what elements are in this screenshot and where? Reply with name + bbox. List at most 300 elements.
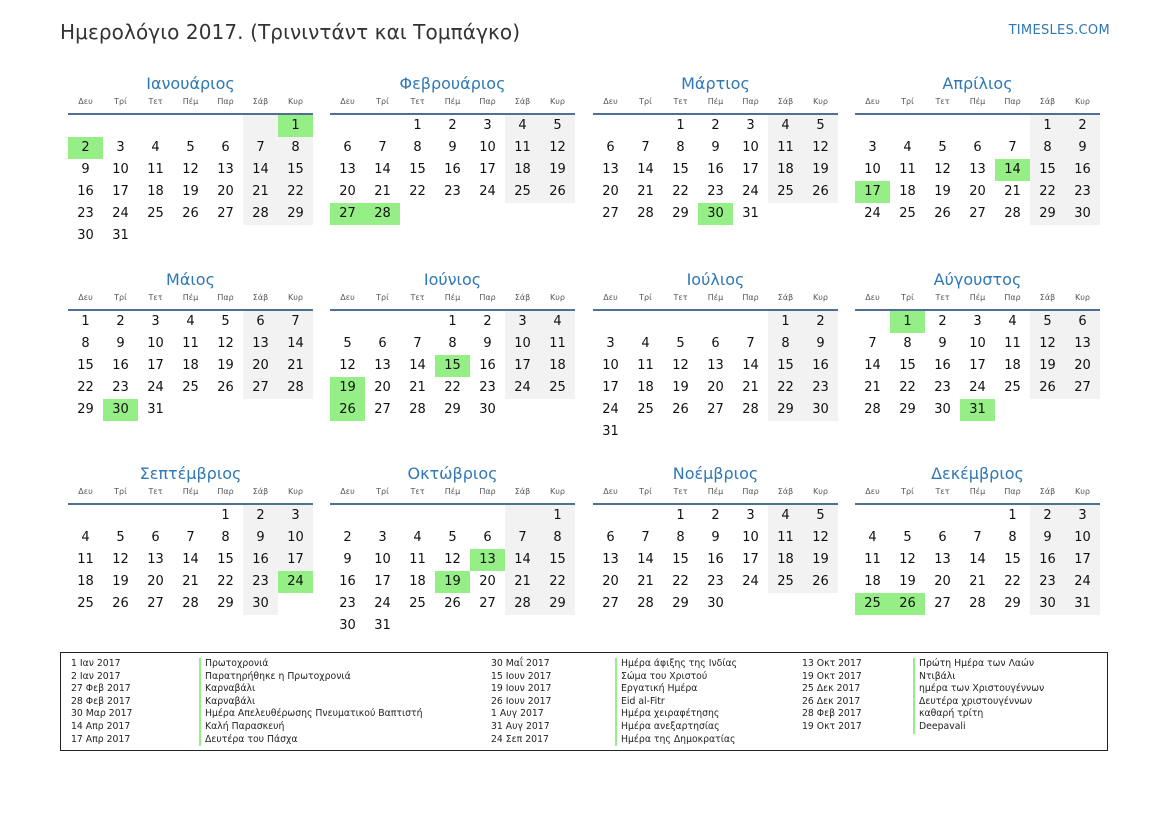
day-cell: 27 <box>147 596 164 611</box>
weekday-label: Τρί <box>639 487 652 496</box>
holiday-date: 26 Δεκ 2017 <box>802 695 861 707</box>
weekday-label: Πέμ <box>444 487 461 496</box>
day-cell: 18 <box>637 380 654 395</box>
holiday-name: Δευτέρα χριστουγέννων <box>913 696 1032 709</box>
day-cell: 3 <box>116 140 125 155</box>
legend-row <box>491 658 737 671</box>
day-cell: 8 <box>448 336 457 351</box>
holiday-name: Παρατηρήθηκε η Πρωτοχρονιά <box>199 671 351 684</box>
day-cell: 20 <box>969 184 986 199</box>
holiday-name: Σώμα του Χριστού <box>615 671 707 684</box>
weekday-label: Παρ <box>1004 487 1021 496</box>
day-cell: 26 <box>1030 377 1065 399</box>
day-cell: 5 <box>448 530 457 545</box>
day-cell: 5 <box>540 115 575 137</box>
empty-day-cell <box>330 505 365 527</box>
day-cell: 5 <box>938 140 947 155</box>
legend-row <box>71 671 423 684</box>
day-cell: 21 <box>243 181 278 203</box>
empty-day-cell <box>768 203 803 225</box>
empty-day-cell <box>1065 399 1100 421</box>
weekday-label: Δευ <box>340 293 355 302</box>
holiday-name: Ημέρα της Δημοκρατίας <box>615 734 736 747</box>
empty-day-cell <box>365 311 400 333</box>
day-cell: 30 <box>243 593 278 615</box>
day-cell: 13 <box>217 162 234 177</box>
holiday-date: 30 Μαρ 2017 <box>71 708 133 720</box>
day-cell: 18 <box>899 184 916 199</box>
holiday-day-cell: 17 <box>855 181 890 203</box>
weekday-header <box>855 485 1100 505</box>
day-cell: 31 <box>374 618 391 633</box>
day-cell: 15 <box>217 552 234 567</box>
day-cell: 31 <box>742 206 759 221</box>
day-cell: 7 <box>641 530 650 545</box>
day-cell: 1 <box>540 505 575 527</box>
day-cell: 29 <box>77 402 94 417</box>
day-cell: 9 <box>81 162 90 177</box>
weekday-label: Δευ <box>603 97 618 106</box>
day-cell: 23 <box>77 206 94 221</box>
weekday-label: Κυρ <box>288 293 303 302</box>
weekday-label: Πέμ <box>182 293 199 302</box>
day-cell: 22 <box>1030 181 1065 203</box>
weekday-label: Δευ <box>78 487 93 496</box>
day-cell: 20 <box>147 574 164 589</box>
day-cell: 21 <box>864 380 881 395</box>
weekday-label: Κυρ <box>813 293 828 302</box>
day-cell: 2 <box>243 505 278 527</box>
day-cell: 30 <box>1030 593 1065 615</box>
weekday-header <box>593 291 838 311</box>
day-cell: 6 <box>606 530 615 545</box>
day-cell: 9 <box>483 336 492 351</box>
day-cell: 28 <box>1004 206 1021 221</box>
weekday-header <box>68 291 313 311</box>
day-cell: 24 <box>479 184 496 199</box>
day-cell: 7 <box>243 137 278 159</box>
day-cell: 11 <box>637 358 654 373</box>
day-cell: 16 <box>444 162 461 177</box>
day-cell: 4 <box>540 311 575 333</box>
empty-day-cell <box>505 615 540 637</box>
day-cell: 19 <box>934 184 951 199</box>
holiday-day-cell: 14 <box>995 159 1030 181</box>
empty-day-cell <box>243 115 278 137</box>
empty-day-cell <box>68 115 103 137</box>
holiday-date: 27 Φεβ 2017 <box>71 683 131 695</box>
empty-day-cell <box>470 505 505 527</box>
day-cell: 28 <box>864 402 881 417</box>
day-cell: 15 <box>672 162 689 177</box>
empty-day-cell <box>540 615 575 637</box>
empty-day-cell <box>103 115 138 137</box>
holiday-day-cell: 28 <box>365 203 400 225</box>
weekday-header <box>68 485 313 505</box>
day-cell: 10 <box>864 162 881 177</box>
day-cell: 12 <box>672 358 689 373</box>
holiday-name: Deepavali <box>913 721 966 734</box>
day-cell: 10 <box>1065 527 1100 549</box>
day-cell: 27 <box>707 402 724 417</box>
empty-day-cell <box>855 505 890 527</box>
day-cell: 30 <box>339 618 356 633</box>
empty-day-cell <box>960 115 995 137</box>
day-cell: 13 <box>602 552 619 567</box>
day-cell: 25 <box>409 596 426 611</box>
day-cell: 11 <box>768 527 803 549</box>
day-cell: 31 <box>602 424 619 439</box>
day-cell: 22 <box>278 181 313 203</box>
brand-link[interactable]: TIMESLES.COM <box>1008 23 1110 38</box>
day-cell: 7 <box>641 140 650 155</box>
day-cell: 25 <box>637 402 654 417</box>
day-cell: 11 <box>1004 336 1021 351</box>
weekday-label: Τρί <box>114 97 127 106</box>
weekday-label: Τρί <box>639 293 652 302</box>
day-cell: 17 <box>479 162 496 177</box>
day-cell: 19 <box>112 574 129 589</box>
day-cell: 8 <box>903 336 912 351</box>
month-calendar <box>330 269 575 421</box>
day-cell: 24 <box>1065 571 1100 593</box>
holiday-date: 2 Ιαν 2017 <box>71 670 121 682</box>
weekday-label: Τρί <box>114 293 127 302</box>
day-cell: 17 <box>742 162 759 177</box>
holiday-day-cell: 19 <box>435 571 470 593</box>
day-cell: 6 <box>151 530 160 545</box>
holiday-date: 14 Απρ 2017 <box>71 720 131 732</box>
month-calendar <box>855 463 1100 615</box>
empty-day-cell <box>803 203 838 225</box>
day-cell: 16 <box>707 552 724 567</box>
weekday-label: Τετ <box>935 487 950 496</box>
day-cell: 16 <box>479 358 496 373</box>
day-cell: 15 <box>540 549 575 571</box>
day-cell: 9 <box>711 140 720 155</box>
empty-day-cell <box>855 115 890 137</box>
month-name: Φεβρουάριος <box>399 74 506 93</box>
empty-day-cell <box>208 225 243 247</box>
legend-row <box>802 658 1044 671</box>
holiday-day-cell: 24 <box>278 571 313 593</box>
day-cell: 31 <box>1065 593 1100 615</box>
day-cell: 24 <box>505 377 540 399</box>
day-cell: 18 <box>505 159 540 181</box>
day-cell: 21 <box>1004 184 1021 199</box>
day-cell: 13 <box>339 162 356 177</box>
weekday-label: Τετ <box>410 293 425 302</box>
weekday-label: Τετ <box>148 487 163 496</box>
day-cell: 27 <box>217 206 234 221</box>
empty-day-cell <box>995 115 1030 137</box>
day-cell: 15 <box>672 552 689 567</box>
weekday-label: Τετ <box>673 97 688 106</box>
empty-day-cell <box>470 203 505 225</box>
empty-day-cell <box>505 203 540 225</box>
weekday-label: Τετ <box>935 97 950 106</box>
day-cell: 5 <box>186 140 195 155</box>
day-cell: 13 <box>969 162 986 177</box>
day-cell: 1 <box>81 314 90 329</box>
day-cell: 23 <box>479 380 496 395</box>
month-calendar <box>330 463 575 637</box>
day-cell: 22 <box>672 184 689 199</box>
holiday-day-cell: 13 <box>470 549 505 571</box>
day-cell: 29 <box>217 596 234 611</box>
day-cell: 1 <box>1030 115 1065 137</box>
day-cell: 8 <box>413 140 422 155</box>
day-cell: 18 <box>409 574 426 589</box>
holiday-name: Ημέρα ανεξαρτησίας <box>615 721 720 734</box>
day-cell: 28 <box>637 596 654 611</box>
holiday-date: 26 Ιουν 2017 <box>491 695 552 707</box>
day-cell: 18 <box>768 549 803 571</box>
day-cell: 7 <box>973 530 982 545</box>
day-cell: 6 <box>606 140 615 155</box>
day-cell: 8 <box>278 137 313 159</box>
day-cell: 14 <box>864 358 881 373</box>
day-cell: 12 <box>182 162 199 177</box>
day-cell: 23 <box>707 574 724 589</box>
day-cell: 4 <box>903 140 912 155</box>
holiday-name: Ημέρα Απελευθέρωσης Πνευματικού Βαπτιστή <box>199 708 423 721</box>
day-cell: 2 <box>711 118 720 133</box>
day-cell: 7 <box>746 336 755 351</box>
holiday-date: 1 Ιαν 2017 <box>71 658 121 669</box>
day-cell: 1 <box>768 311 803 333</box>
weekday-label: Τρί <box>376 487 389 496</box>
day-grid <box>593 115 838 225</box>
day-cell: 11 <box>864 552 881 567</box>
day-cell: 16 <box>112 358 129 373</box>
day-cell: 27 <box>243 377 278 399</box>
empty-day-cell <box>400 203 435 225</box>
month-name: Οκτώβριος <box>407 464 498 483</box>
day-cell: 31 <box>147 402 164 417</box>
day-cell: 20 <box>934 574 951 589</box>
holiday-date: 30 Μαΐ 2017 <box>491 658 550 669</box>
weekday-label: Πέμ <box>444 293 461 302</box>
day-cell: 1 <box>676 508 685 523</box>
weekday-label: Πέμ <box>444 97 461 106</box>
weekday-label: Πέμ <box>707 97 724 106</box>
day-cell: 9 <box>343 552 352 567</box>
holiday-name: Πρωτοχρονιά <box>199 658 268 671</box>
holiday-day-cell: 30 <box>698 203 733 225</box>
day-cell: 23 <box>112 380 129 395</box>
empty-day-cell <box>663 421 698 443</box>
day-cell: 14 <box>182 552 199 567</box>
day-cell: 22 <box>768 377 803 399</box>
holiday-day-cell: 30 <box>103 399 138 421</box>
weekday-label: Παρ <box>217 487 234 496</box>
day-cell: 20 <box>602 184 619 199</box>
empty-day-cell <box>698 421 733 443</box>
day-cell: 6 <box>483 530 492 545</box>
day-cell: 10 <box>479 140 496 155</box>
empty-day-cell <box>138 115 173 137</box>
day-cell: 27 <box>934 596 951 611</box>
weekday-label: Τετ <box>673 487 688 496</box>
weekday-label: Δευ <box>78 293 93 302</box>
holiday-date: 19 Ιουν 2017 <box>491 683 552 695</box>
day-cell: 4 <box>768 115 803 137</box>
holiday-date: 15 Ιουν 2017 <box>491 670 552 682</box>
day-cell: 16 <box>1065 159 1100 181</box>
empty-day-cell <box>278 593 313 615</box>
day-cell: 24 <box>602 402 619 417</box>
day-cell: 13 <box>1065 333 1100 355</box>
day-cell: 27 <box>969 206 986 221</box>
day-cell: 23 <box>243 571 278 593</box>
day-cell: 10 <box>602 358 619 373</box>
day-cell: 2 <box>1065 115 1100 137</box>
empty-day-cell <box>470 615 505 637</box>
empty-day-cell <box>540 203 575 225</box>
day-cell: 6 <box>378 336 387 351</box>
empty-day-cell <box>540 399 575 421</box>
month-calendar <box>593 73 838 225</box>
day-grid <box>330 311 575 421</box>
day-cell: 7 <box>868 336 877 351</box>
holiday-name: Ντιβάλι <box>913 671 955 684</box>
day-cell: 4 <box>768 505 803 527</box>
day-cell: 5 <box>343 336 352 351</box>
day-cell: 6 <box>938 530 947 545</box>
day-cell: 11 <box>899 162 916 177</box>
day-cell: 29 <box>899 402 916 417</box>
day-cell: 24 <box>742 574 759 589</box>
day-cell: 23 <box>934 380 951 395</box>
weekday-label: Τρί <box>901 97 914 106</box>
day-cell: 13 <box>374 358 391 373</box>
day-cell: 5 <box>116 530 125 545</box>
day-cell: 11 <box>182 336 199 351</box>
day-cell: 23 <box>339 596 356 611</box>
day-cell: 23 <box>1065 181 1100 203</box>
weekday-label: Σάβ <box>777 97 794 106</box>
day-cell: 7 <box>505 527 540 549</box>
day-cell: 8 <box>540 527 575 549</box>
month-calendar <box>68 463 313 615</box>
day-cell: 3 <box>151 314 160 329</box>
day-cell: 25 <box>77 596 94 611</box>
day-cell: 18 <box>77 574 94 589</box>
day-cell: 25 <box>182 380 199 395</box>
empty-day-cell <box>890 115 925 137</box>
weekday-label: Τετ <box>673 293 688 302</box>
weekday-label: Παρ <box>217 293 234 302</box>
day-cell: 21 <box>637 574 654 589</box>
holiday-day-cell: 2 <box>68 137 103 159</box>
holiday-name: ημέρα των Χριστουγέννων <box>913 683 1044 696</box>
day-cell: 1 <box>676 118 685 133</box>
holiday-day-cell: 15 <box>435 355 470 377</box>
day-cell: 2 <box>711 508 720 523</box>
day-cell: 8 <box>676 140 685 155</box>
day-cell: 10 <box>374 552 391 567</box>
day-cell: 13 <box>602 162 619 177</box>
empty-day-cell <box>243 225 278 247</box>
day-cell: 14 <box>243 159 278 181</box>
day-cell: 12 <box>112 552 129 567</box>
weekday-header <box>593 95 838 115</box>
day-cell: 25 <box>1004 380 1021 395</box>
legend-row <box>71 696 423 709</box>
day-cell: 3 <box>278 505 313 527</box>
empty-day-cell <box>365 505 400 527</box>
weekday-label: Δευ <box>78 97 93 106</box>
day-cell: 7 <box>413 336 422 351</box>
day-cell: 3 <box>505 311 540 333</box>
day-cell: 23 <box>803 377 838 399</box>
day-cell: 10 <box>742 140 759 155</box>
day-cell: 19 <box>672 380 689 395</box>
day-cell: 17 <box>1065 549 1100 571</box>
holiday-date: 13 Οκτ 2017 <box>802 658 862 669</box>
weekday-label: Κυρ <box>550 487 565 496</box>
month-calendar <box>593 269 838 443</box>
day-cell: 5 <box>221 314 230 329</box>
day-cell: 12 <box>217 336 234 351</box>
weekday-label: Παρ <box>479 487 496 496</box>
day-cell: 16 <box>339 574 356 589</box>
weekday-label: Τετ <box>410 487 425 496</box>
month-name: Ιούνιος <box>423 270 482 289</box>
legend-row <box>802 696 1044 709</box>
day-cell: 10 <box>742 530 759 545</box>
day-cell: 4 <box>413 530 422 545</box>
holiday-day-cell: 31 <box>960 399 995 421</box>
weekday-label: Δευ <box>865 487 880 496</box>
day-cell: 8 <box>1008 530 1017 545</box>
day-cell: 26 <box>672 402 689 417</box>
day-cell: 5 <box>676 336 685 351</box>
weekday-label: Σάβ <box>252 97 269 106</box>
day-cell: 17 <box>602 380 619 395</box>
holiday-day-cell: 19 <box>330 377 365 399</box>
holiday-date: 25 Δεκ 2017 <box>802 683 861 695</box>
day-cell: 15 <box>1030 159 1065 181</box>
day-cell: 8 <box>676 530 685 545</box>
month-name: Απρίλιος <box>942 74 1013 93</box>
day-cell: 3 <box>606 336 615 351</box>
weekday-header <box>330 95 575 115</box>
legend-row <box>491 734 737 747</box>
legend-row <box>802 671 1044 684</box>
day-cell: 12 <box>803 527 838 549</box>
weekday-label: Κυρ <box>1075 97 1090 106</box>
day-cell: 12 <box>1030 333 1065 355</box>
day-cell: 1 <box>1008 508 1017 523</box>
holiday-day-cell: 26 <box>890 593 925 615</box>
weekday-label: Σάβ <box>1039 293 1056 302</box>
day-cell: 26 <box>540 181 575 203</box>
empty-day-cell <box>733 421 768 443</box>
day-cell: 21 <box>637 184 654 199</box>
day-cell: 23 <box>707 184 724 199</box>
empty-day-cell <box>505 505 540 527</box>
day-cell: 22 <box>217 574 234 589</box>
day-cell: 15 <box>1004 552 1021 567</box>
day-grid <box>68 505 313 615</box>
day-cell: 15 <box>409 162 426 177</box>
day-cell: 21 <box>409 380 426 395</box>
weekday-label: Σάβ <box>514 97 531 106</box>
day-cell: 27 <box>1065 377 1100 399</box>
day-cell: 11 <box>409 552 426 567</box>
